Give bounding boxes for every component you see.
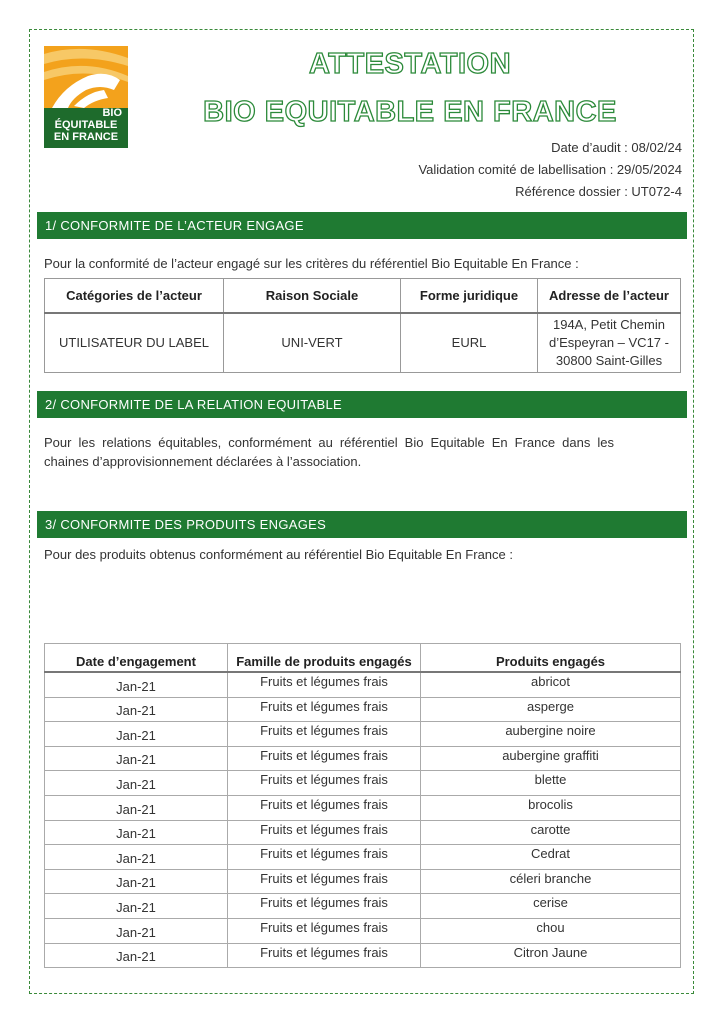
- cell-date: Jan-21: [45, 697, 228, 722]
- cell-date: Jan-21: [45, 918, 228, 943]
- cell-date: Jan-21: [45, 746, 228, 771]
- adresse-line-1: 194A, Petit Chemin: [552, 317, 665, 332]
- header-date-engagement: Date d’engagement: [45, 644, 228, 673]
- title-line-2: BIO EQUITABLE EN FRANCE: [203, 96, 617, 128]
- adresse-line-2: d’Espeyran – VC17 -: [549, 335, 669, 350]
- cell-date: Jan-21: [45, 845, 228, 870]
- header-categorie: Catégories de l’acteur: [45, 279, 224, 314]
- cell-produit: aubergine noire: [421, 722, 681, 747]
- cell-date: Jan-21: [45, 795, 228, 820]
- cell-date: Jan-21: [45, 869, 228, 894]
- section-2-line-2: chaines d’approvisionnement déclarées à l’association.: [44, 454, 362, 469]
- cell-famille: Fruits et légumes frais: [228, 795, 421, 820]
- table-row: [45, 845, 681, 870]
- cell-categorie: UTILISATEUR DU LABEL: [45, 313, 224, 373]
- adresse-line-3: 30800 Saint-Gilles: [555, 353, 663, 368]
- section-2-line-1: Pour les relations équitables, conformément au référentiel Bio Equitable En France dans les: [44, 435, 614, 450]
- actor-table: [44, 278, 681, 373]
- table-row: [45, 313, 681, 373]
- table-row: [45, 771, 681, 796]
- cell-famille: Fruits et légumes frais: [228, 894, 421, 919]
- cell-produit: carotte: [421, 820, 681, 845]
- cell-famille: Fruits et légumes frais: [228, 672, 421, 697]
- cell-date: Jan-21: [45, 672, 228, 697]
- logo-text-en-france: EN FRANCE: [53, 131, 119, 143]
- header-adresse: Adresse de l’acteur: [538, 279, 681, 314]
- title-line-1: ATTESTATION: [308, 48, 512, 80]
- table-row: [45, 746, 681, 771]
- table-row: [45, 795, 681, 820]
- table-row: [45, 943, 681, 968]
- cell-produit: blette: [421, 771, 681, 796]
- cell-famille: Fruits et légumes frais: [228, 746, 421, 771]
- section-3-heading: 3/ CONFORMITE DES PRODUITS ENGAGES: [37, 511, 687, 538]
- table-row: [45, 894, 681, 919]
- products-body: [45, 672, 681, 968]
- cell-date: Jan-21: [45, 894, 228, 919]
- table-row: [45, 722, 681, 747]
- header-produits-engages: Produits engagés: [421, 644, 681, 673]
- cell-date: Jan-21: [45, 771, 228, 796]
- cell-adresse: [538, 313, 681, 373]
- cell-produit: céleri branche: [421, 869, 681, 894]
- cell-famille: Fruits et légumes frais: [228, 697, 421, 722]
- table-header-row: [45, 644, 681, 673]
- section-3-intro: Pour des produits obtenus conformément au référentiel Bio Equitable En France :: [44, 547, 513, 562]
- section-2-paragraph: [44, 433, 674, 471]
- cell-famille: Fruits et légumes frais: [228, 722, 421, 747]
- header-raison-sociale: Raison Sociale: [224, 279, 401, 314]
- cell-forme-juridique: EURL: [401, 313, 538, 373]
- audit-date: Date d’audit : 08/02/24: [551, 140, 682, 155]
- header-famille-produits: Famille de produits engagés: [228, 644, 421, 673]
- cell-produit: Cedrat: [421, 845, 681, 870]
- cell-famille: Fruits et légumes frais: [228, 943, 421, 968]
- section-2-heading: 2/ CONFORMITE DE LA RELATION EQUITABLE: [37, 391, 687, 418]
- cell-famille: Fruits et légumes frais: [228, 845, 421, 870]
- table-row: [45, 869, 681, 894]
- cell-produit: abricot: [421, 672, 681, 697]
- section-1-heading: 1/ CONFORMITE DE L’ACTEUR ENGAGE: [37, 212, 687, 239]
- cell-famille: Fruits et légumes frais: [228, 918, 421, 943]
- cell-date: Jan-21: [45, 722, 228, 747]
- cell-famille: Fruits et légumes frais: [228, 869, 421, 894]
- cell-produit: chou: [421, 918, 681, 943]
- logo-text-equitable: ÉQUITABLE: [54, 119, 118, 131]
- table-row: [45, 697, 681, 722]
- cell-produit: brocolis: [421, 795, 681, 820]
- products-table: [44, 643, 681, 968]
- cell-produit: aubergine graffiti: [421, 746, 681, 771]
- cell-date: Jan-21: [45, 943, 228, 968]
- cell-produit: cerise: [421, 894, 681, 919]
- cell-produit: Citron Jaune: [421, 943, 681, 968]
- cell-famille: Fruits et légumes frais: [228, 820, 421, 845]
- section-1-intro: Pour la conformité de l’acteur engagé sur les critères du référentiel Bio Equitable En France :: [44, 256, 579, 271]
- validation-date: Validation comité de labellisation : 29/05/2024: [418, 162, 682, 177]
- table-row: [45, 820, 681, 845]
- table-row: [45, 672, 681, 697]
- header-forme-juridique: Forme juridique: [401, 279, 538, 314]
- table-header-row: [45, 279, 681, 314]
- cell-raison-sociale: UNI-VERT: [224, 313, 401, 373]
- bio-equitable-logo: [44, 46, 128, 148]
- cell-date: Jan-21: [45, 820, 228, 845]
- logo-text-bio: BIO: [102, 107, 122, 119]
- cell-produit: asperge: [421, 697, 681, 722]
- table-row: [45, 918, 681, 943]
- dossier-reference: Référence dossier : UT072-4: [515, 184, 682, 199]
- cell-famille: Fruits et légumes frais: [228, 771, 421, 796]
